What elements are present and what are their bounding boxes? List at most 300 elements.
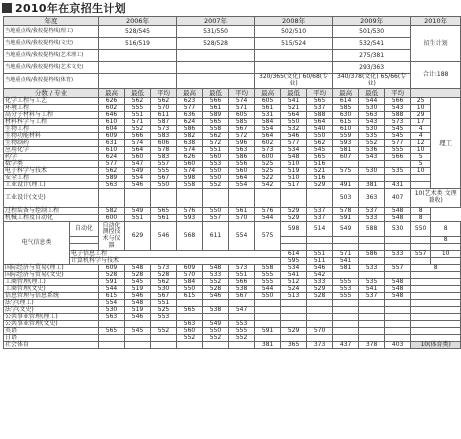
score-value: 560 xyxy=(177,161,203,168)
major-name: 过程装备与控制工程 xyxy=(4,208,99,215)
plan-value: 515/524 xyxy=(255,38,333,50)
score-value: 543 xyxy=(359,154,385,161)
score-value: 548 xyxy=(203,265,229,272)
score-value: 548 xyxy=(385,286,411,293)
score-value: 588 xyxy=(359,222,385,237)
score-value: 611 xyxy=(203,222,229,251)
major-row xyxy=(4,321,461,328)
score-value: 560 xyxy=(177,328,203,335)
plan-value xyxy=(99,50,177,62)
score-value: 571 xyxy=(333,251,359,258)
score-value: 582 xyxy=(99,208,125,215)
score-value: 598 xyxy=(281,222,307,237)
score-value: 513 xyxy=(281,293,307,300)
plan-row-label: 当地重点线/我校提档线(文史) xyxy=(4,38,99,50)
score-value: 536 xyxy=(359,147,385,154)
score-value: 588 xyxy=(385,112,411,119)
plan-count: 10(体育类) xyxy=(411,342,461,349)
score-value: 555 xyxy=(385,147,411,154)
score-value: 573 xyxy=(385,119,411,126)
score-value: 577 xyxy=(99,161,125,168)
score-value xyxy=(151,342,177,349)
score-value: 565 xyxy=(307,154,333,161)
score-value: 555 xyxy=(151,168,177,175)
score-value xyxy=(177,342,203,349)
score-value: 584 xyxy=(177,279,203,286)
score-value: 591 xyxy=(99,279,125,286)
score-value: 530 xyxy=(359,105,385,112)
score-value: 562 xyxy=(203,133,229,140)
score-value: 576 xyxy=(177,208,203,215)
score-value: 543 xyxy=(359,119,385,126)
major-name: 英语 xyxy=(4,328,99,335)
score-value: 552 xyxy=(203,279,229,286)
score-value: 529 xyxy=(281,208,307,215)
score-value: 381 xyxy=(359,182,385,189)
score-value: 548 xyxy=(281,154,307,161)
score-value: 615 xyxy=(177,293,203,300)
score-value: 503 xyxy=(333,189,359,208)
score-value: 562 xyxy=(151,279,177,286)
score-value: 530 xyxy=(99,307,125,314)
major-row xyxy=(4,154,461,161)
major-name: 安全工程 xyxy=(4,175,99,182)
score-value: 582 xyxy=(177,133,203,140)
score-value: 549 xyxy=(203,321,229,328)
score-value: 606 xyxy=(151,140,177,147)
plan-row xyxy=(4,62,461,74)
plan-count xyxy=(411,314,461,321)
major-name: 信息管理与信息系统 xyxy=(4,293,99,300)
plan-value xyxy=(177,50,255,62)
score-value: 567 xyxy=(229,293,255,300)
score-value: 565 xyxy=(307,98,333,105)
score-value: 529 xyxy=(281,328,307,335)
score-value: 555 xyxy=(229,328,255,335)
score-value: 550 xyxy=(411,222,431,237)
score-value: 561 xyxy=(151,215,177,222)
table-cell xyxy=(70,237,99,244)
score-value: 544 xyxy=(99,286,125,293)
score-value: 519 xyxy=(125,307,151,314)
score-value: 584 xyxy=(255,119,281,126)
score-value: 535 xyxy=(359,279,385,286)
score-value: 554 xyxy=(99,300,125,307)
score-value: 570 xyxy=(151,105,177,112)
score-value: 534 xyxy=(281,265,307,272)
score-value: 552 xyxy=(203,335,229,342)
score-value: 578 xyxy=(333,208,359,215)
plan-value xyxy=(255,62,333,74)
score-value xyxy=(99,189,125,208)
major-row xyxy=(4,265,461,272)
score-value: 610 xyxy=(333,126,359,133)
score-value: 403 xyxy=(385,342,411,349)
score-value: 550 xyxy=(177,286,203,293)
plan-count: 25 xyxy=(411,98,431,105)
plan-value: 275/381 xyxy=(333,50,411,62)
score-value: 631 xyxy=(99,140,125,147)
score-value xyxy=(281,189,307,208)
score-value: 533 xyxy=(307,279,333,286)
plan-count: 10 xyxy=(431,251,461,258)
score-value xyxy=(307,189,333,208)
score-value: 525 xyxy=(151,307,177,314)
score-value: 552 xyxy=(229,335,255,342)
score-col-header: 最低 xyxy=(359,89,385,98)
electrical-auto-label: 自动化 xyxy=(70,222,99,237)
score-value: 561 xyxy=(203,105,229,112)
score-value: 540 xyxy=(307,126,333,133)
score-value xyxy=(385,314,411,321)
score-value: 543 xyxy=(385,105,411,112)
score-value: 610 xyxy=(99,147,125,154)
plan-row-label: 当地重点线/我校提档线(体育) xyxy=(4,74,99,89)
score-value: 586 xyxy=(229,154,255,161)
score-value: 615 xyxy=(99,293,125,300)
score-value: 624 xyxy=(99,154,125,161)
major-name: 公共事业管理(理工) xyxy=(4,314,99,321)
plan-value xyxy=(177,74,255,89)
plan-row xyxy=(4,26,461,38)
score-value: 546 xyxy=(151,222,177,251)
plan-count xyxy=(411,300,461,307)
score-value: 591 xyxy=(255,328,281,335)
score-value: 531 xyxy=(255,112,281,119)
score-value: 544 xyxy=(255,215,281,222)
plan-row xyxy=(4,50,461,62)
score-value: 615 xyxy=(333,119,359,126)
score-col-header: 最低 xyxy=(203,89,229,98)
score-value: 571 xyxy=(229,105,255,112)
score-value xyxy=(385,237,411,244)
score-value: 581 xyxy=(333,265,359,272)
score-value: 564 xyxy=(255,133,281,140)
major-row xyxy=(4,314,461,321)
score-value: 546 xyxy=(125,314,151,321)
score-value: 548 xyxy=(385,208,411,215)
score-value xyxy=(229,189,255,208)
score-value xyxy=(281,300,307,307)
score-value: 549 xyxy=(125,168,151,175)
year-header: 2008年 xyxy=(255,17,333,26)
score-value: 574 xyxy=(177,147,203,154)
plan-count: 8 xyxy=(431,237,461,244)
major-name: 生物工程 xyxy=(4,126,99,133)
score-value: 589 xyxy=(99,175,125,182)
score-value xyxy=(307,314,333,321)
score-value: 529 xyxy=(307,286,333,293)
plan-count: 5 xyxy=(411,154,431,161)
score-value: 609 xyxy=(99,265,125,272)
score-value xyxy=(281,314,307,321)
score-value: 605 xyxy=(255,98,281,105)
score-value: 558 xyxy=(203,126,229,133)
major-name: 高分子材料与工程 xyxy=(4,112,99,119)
plan-count xyxy=(411,307,461,314)
score-value xyxy=(307,307,333,314)
score-value: 550 xyxy=(151,182,177,189)
score-value: 524 xyxy=(281,286,307,293)
score-value: 546 xyxy=(203,293,229,300)
score-value: 595 xyxy=(281,258,307,265)
score-value: 554 xyxy=(229,182,255,189)
score-value xyxy=(359,328,385,335)
score-value: 514 xyxy=(307,222,333,237)
score-value: 555 xyxy=(125,105,151,112)
score-value: 593 xyxy=(333,140,359,147)
plan-count: 10 xyxy=(411,168,431,175)
score-value xyxy=(333,314,359,321)
score-col-header: 最高 xyxy=(255,89,281,98)
score-value: 552 xyxy=(359,140,385,147)
score-value: 555 xyxy=(333,279,359,286)
score-value: 548 xyxy=(125,265,151,272)
score-value: 552 xyxy=(177,335,203,342)
score-value: 598 xyxy=(177,175,203,182)
score-value: 544 xyxy=(359,98,385,105)
score-value: 555 xyxy=(255,272,281,279)
plan-count: 10 xyxy=(411,147,431,154)
category-label: 理工 xyxy=(431,98,461,189)
major-name: 工商管理(理工) xyxy=(4,279,99,286)
score-value: 544 xyxy=(255,286,281,293)
score-col-header: 最高 xyxy=(333,89,359,98)
score-value: 559 xyxy=(333,133,359,140)
score-value: 604 xyxy=(99,126,125,133)
score-value: 573 xyxy=(151,126,177,133)
score-value: 607 xyxy=(333,154,359,161)
plan-value xyxy=(255,50,333,62)
score-value: 551 xyxy=(151,300,177,307)
score-value: 533 xyxy=(359,265,385,272)
score-value xyxy=(359,237,385,244)
score-value xyxy=(125,342,151,349)
score-value: 537 xyxy=(307,105,333,112)
score-value: 528 xyxy=(203,286,229,293)
score-value: 605 xyxy=(229,112,255,119)
plan-count xyxy=(411,328,461,335)
score-value: 550 xyxy=(203,168,229,175)
plan-row-label: 当地重点线/我校提档线(艺术理工) xyxy=(4,50,99,62)
score-value: 547 xyxy=(229,307,255,314)
score-value: 578 xyxy=(151,147,177,154)
score-value: 566 xyxy=(385,154,411,161)
score-value xyxy=(125,335,151,342)
major-name: 计算机科学与技术 xyxy=(70,258,281,265)
year-header: 2009年 xyxy=(333,17,411,26)
score-value: 561 xyxy=(255,105,281,112)
plan-count: 8 xyxy=(411,265,461,272)
score-value: 550 xyxy=(307,133,333,140)
score-value: 511 xyxy=(307,258,333,265)
score-value: 516 xyxy=(307,175,333,182)
score-value: 546 xyxy=(125,182,151,189)
major-row xyxy=(4,293,461,300)
score-value xyxy=(385,300,411,307)
major-row xyxy=(4,307,461,314)
score-value: 571 xyxy=(125,119,151,126)
score-value xyxy=(307,237,333,244)
score-value: 546 xyxy=(307,265,333,272)
score-col-header: 平均 xyxy=(307,89,333,98)
plan-value: 502/510 xyxy=(255,26,333,38)
score-value: 565 xyxy=(151,208,177,215)
major-name: 国际经济与贸易(理工) xyxy=(4,265,99,272)
score-value: 521 xyxy=(281,105,307,112)
score-value: 572 xyxy=(229,133,255,140)
score-value: 573 xyxy=(151,265,177,272)
score-value: 521 xyxy=(307,168,333,175)
major-name: 工商管理(文史) xyxy=(4,286,99,293)
plan-note-2010: 招生计划 xyxy=(411,26,461,62)
major-name: 工业设计(理工) xyxy=(4,182,99,189)
score-value xyxy=(333,328,359,335)
year-header-row xyxy=(4,17,461,26)
major-name: 材料科学与工程 xyxy=(4,119,99,126)
score-value: 551 xyxy=(203,147,229,154)
plan-count xyxy=(411,272,461,279)
score-value: 636 xyxy=(177,112,203,119)
score-value: 551 xyxy=(125,215,151,222)
score-value: 564 xyxy=(307,119,333,126)
score-value xyxy=(255,307,281,314)
score-value xyxy=(359,321,385,328)
score-value: 519 xyxy=(281,168,307,175)
plan-count: 5 xyxy=(411,161,431,168)
score-value: 525 xyxy=(255,168,281,175)
major-name: 电子科学与技术 xyxy=(4,168,99,175)
score-col-header: 平均 xyxy=(151,89,177,98)
score-value: 550 xyxy=(203,208,229,215)
score-value: 566 xyxy=(125,133,151,140)
major-name: 法学(理工) xyxy=(4,300,99,307)
score-value: 538 xyxy=(203,307,229,314)
major-name: 机械工程及自动化 xyxy=(4,215,99,222)
plan-value: 528/528 xyxy=(177,38,255,50)
major-row xyxy=(4,328,461,335)
score-value: 557 xyxy=(385,265,411,272)
score-value: 602 xyxy=(99,105,125,112)
major-row xyxy=(4,300,461,307)
score-value: 611 xyxy=(151,112,177,119)
score-value: 516 xyxy=(307,161,333,168)
score-value: 563 xyxy=(99,314,125,321)
score-value: 564 xyxy=(229,175,255,182)
score-value: 381 xyxy=(255,342,281,349)
score-value: 546 xyxy=(125,293,151,300)
score-value xyxy=(125,189,151,208)
major-name: 生物功能材料 xyxy=(4,133,99,140)
score-col-header: 最高 xyxy=(177,89,203,98)
score-value: 558 xyxy=(255,265,281,272)
plan-value: 293/363 xyxy=(333,62,411,74)
plan-count xyxy=(411,182,431,189)
year-header-label: 年度 xyxy=(4,17,99,26)
score-value: 574 xyxy=(177,168,203,175)
score-value: 545 xyxy=(125,279,151,286)
score-value: 545 xyxy=(385,126,411,133)
score-value: 549 xyxy=(333,222,359,237)
score-value: 548 xyxy=(125,300,151,307)
score-value: 568 xyxy=(177,222,203,251)
score-value: 512 xyxy=(281,279,307,286)
score-value: 586 xyxy=(359,251,385,258)
year-header: 2007年 xyxy=(177,17,255,26)
major-row xyxy=(4,342,461,349)
score-value: 542 xyxy=(307,272,333,279)
score-value: 626 xyxy=(177,154,203,161)
major-name: 药学 xyxy=(4,154,99,161)
major-name: 公共事业管理(文史) xyxy=(4,321,99,328)
score-value xyxy=(99,342,125,349)
score-value: 530 xyxy=(151,286,177,293)
major-name: 工业设计(文史) xyxy=(4,189,99,208)
score-value: 537 xyxy=(359,208,385,215)
score-value xyxy=(385,328,411,335)
score-value xyxy=(359,307,385,314)
major-row xyxy=(4,182,461,189)
score-value: 573 xyxy=(255,147,281,154)
score-value: 572 xyxy=(203,140,229,147)
major-name: 法学(文史) xyxy=(4,307,99,314)
score-value: 541 xyxy=(359,286,385,293)
plan-value: 340/378(文化) 65/66(专业) xyxy=(333,74,411,89)
score-value: 585 xyxy=(229,119,255,126)
score-value: 591 xyxy=(333,215,359,222)
score-value: 546 xyxy=(281,133,307,140)
title-square-icon xyxy=(2,3,12,13)
score-value: 541 xyxy=(281,272,307,279)
score-value: 365 xyxy=(281,342,307,349)
page-title-bar xyxy=(2,0,126,15)
score-value xyxy=(203,342,229,349)
plan-row xyxy=(4,74,461,89)
score-value: 629 xyxy=(125,222,151,251)
score-value xyxy=(411,237,431,244)
score-value: 378 xyxy=(359,342,385,349)
score-value: 554 xyxy=(125,175,151,182)
score-value: 557 xyxy=(151,161,177,168)
score-value: 528 xyxy=(151,272,177,279)
score-value: 545 xyxy=(307,147,333,154)
major-name: 化学工程与工艺 xyxy=(4,98,99,105)
score-value xyxy=(385,307,411,314)
score-value: 567 xyxy=(229,126,255,133)
score-value xyxy=(255,314,281,321)
score-value: 564 xyxy=(125,147,151,154)
score-value: 570 xyxy=(177,272,203,279)
score-value xyxy=(151,189,177,208)
score-value xyxy=(229,342,255,349)
score-value: 549 xyxy=(125,208,151,215)
score-header-label: 分数 / 专业 xyxy=(4,89,99,98)
plan-value: 501/530 xyxy=(333,26,411,38)
score-value: 537 xyxy=(307,215,333,222)
score-value xyxy=(281,307,307,314)
score-value: 567 xyxy=(151,293,177,300)
score-value: 563 xyxy=(359,112,385,119)
score-value: 553 xyxy=(151,314,177,321)
score-value: 638 xyxy=(177,140,203,147)
score-value: 585 xyxy=(333,105,359,112)
plan-count: 12 xyxy=(411,140,431,147)
page-title: 2010年在京招生计划 xyxy=(15,1,126,15)
score-value xyxy=(255,300,281,307)
score-value: 609 xyxy=(177,265,203,272)
score-value: 600 xyxy=(99,215,125,222)
score-value: 431 xyxy=(385,182,411,189)
